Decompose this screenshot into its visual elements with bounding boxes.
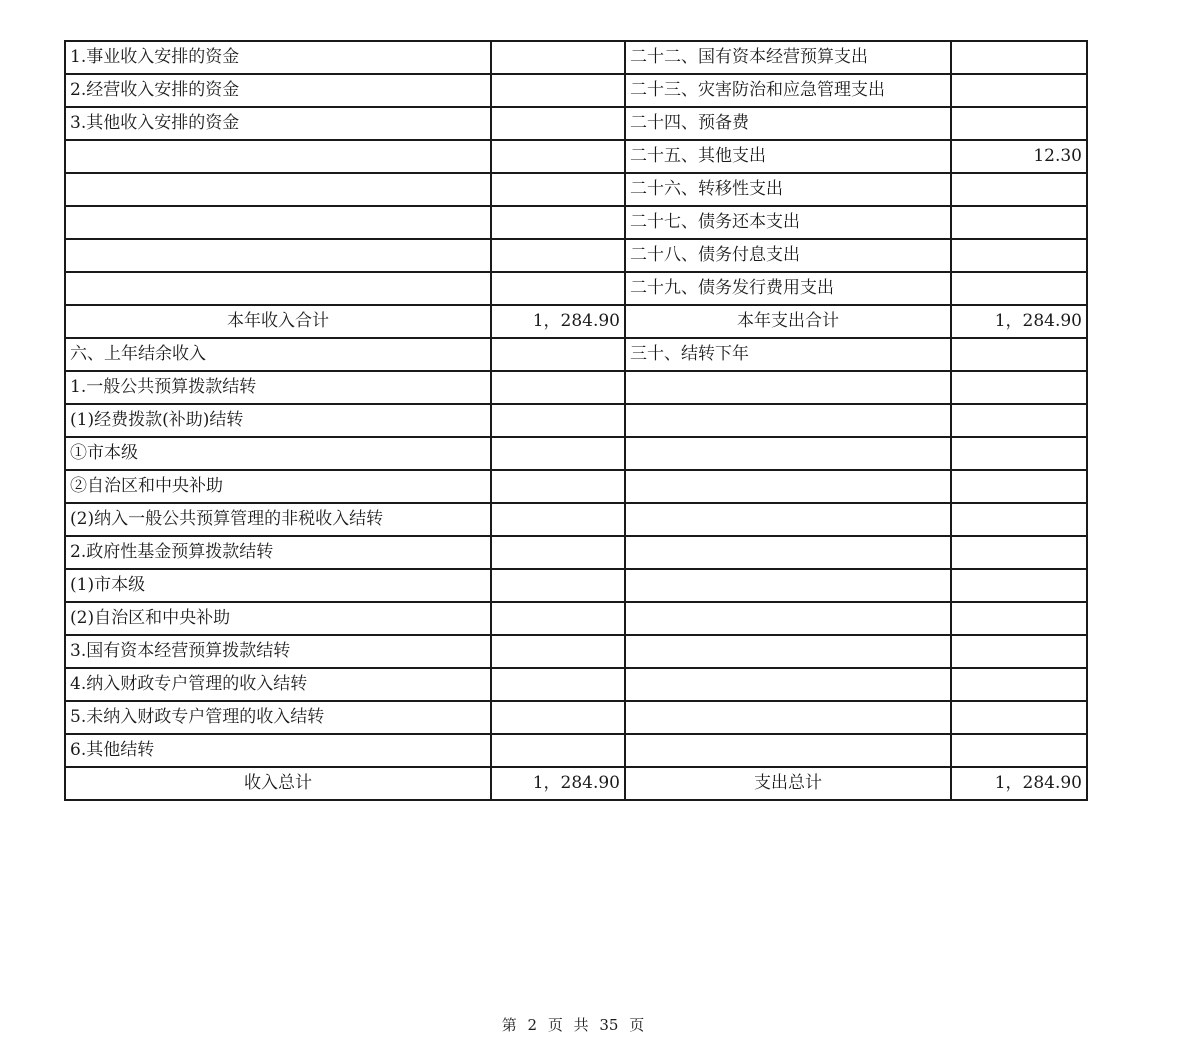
income-amount [491, 338, 625, 371]
income-item-label [65, 140, 491, 173]
table-row [65, 404, 1087, 437]
expense-total-amount: 1，284.90 [951, 767, 1087, 800]
page-number-footer: 第 2 页 共 35 页 [501, 1016, 645, 1034]
income-item-label: ①市本级 [65, 437, 491, 470]
table-row [65, 734, 1087, 767]
expense-item-label [625, 371, 951, 404]
income-item-label: 1.一般公共预算拨款结转 [65, 371, 491, 404]
expense-item-label: 二十六、转移性支出 [625, 173, 951, 206]
expense-amount [951, 503, 1087, 536]
income-item-label [65, 239, 491, 272]
income-item-label [65, 206, 491, 239]
table-row [65, 74, 1087, 107]
income-amount [491, 173, 625, 206]
expense-item-label: 二十五、其他支出 [625, 140, 951, 173]
table-row [65, 767, 1087, 800]
expense-amount [951, 734, 1087, 767]
expense-item-label: 二十七、债务还本支出 [625, 206, 951, 239]
expense-item-label [625, 668, 951, 701]
income-amount [491, 734, 625, 767]
expense-item-label [625, 602, 951, 635]
table-row [65, 206, 1087, 239]
income-amount [491, 569, 625, 602]
expense-amount [951, 668, 1087, 701]
expense-item-label [625, 404, 951, 437]
expense-amount [951, 206, 1087, 239]
table-row [65, 437, 1087, 470]
expense-item-label: 二十四、预备费 [625, 107, 951, 140]
table-row [65, 338, 1087, 371]
income-subtotal-label: 本年收入合计 [65, 305, 491, 338]
expense-item-label: 二十九、债务发行费用支出 [625, 272, 951, 305]
income-amount [491, 404, 625, 437]
income-item-label: 6.其他结转 [65, 734, 491, 767]
table-row [65, 701, 1087, 734]
expense-item-label [625, 701, 951, 734]
expense-item-label: 二十三、灾害防治和应急管理支出 [625, 74, 951, 107]
table-row [65, 272, 1087, 305]
expense-amount [951, 569, 1087, 602]
expense-amount [951, 338, 1087, 371]
table-row [65, 107, 1087, 140]
income-amount [491, 107, 625, 140]
income-amount [491, 74, 625, 107]
expense-total-label: 支出总计 [625, 767, 951, 800]
budget-table [64, 40, 1088, 801]
expense-amount [951, 701, 1087, 734]
expense-item-label [625, 503, 951, 536]
income-amount [491, 536, 625, 569]
table-row [65, 602, 1087, 635]
income-item-label: 2.政府性基金预算拨款结转 [65, 536, 491, 569]
income-item-label: 5.未纳入财政专户管理的收入结转 [65, 701, 491, 734]
income-amount [491, 239, 625, 272]
expense-item-label [625, 734, 951, 767]
income-item-label: 3.国有资本经营预算拨款结转 [65, 635, 491, 668]
expense-amount [951, 437, 1087, 470]
expense-item-label [625, 437, 951, 470]
income-amount [491, 668, 625, 701]
expense-amount [951, 107, 1087, 140]
income-item-label: ②自治区和中央补助 [65, 470, 491, 503]
expense-item-label [625, 470, 951, 503]
table-row [65, 536, 1087, 569]
income-amount [491, 371, 625, 404]
expense-amount [951, 536, 1087, 569]
income-item-label: 1.事业收入安排的资金 [65, 41, 491, 74]
expense-amount: 12.30 [951, 140, 1087, 173]
income-item-label [65, 272, 491, 305]
table-row [65, 668, 1087, 701]
expense-item-label: 二十八、债务付息支出 [625, 239, 951, 272]
table-row [65, 140, 1087, 173]
expense-amount [951, 41, 1087, 74]
expense-item-label [625, 635, 951, 668]
expense-item-label [625, 569, 951, 602]
table-row [65, 569, 1087, 602]
expense-amount [951, 371, 1087, 404]
income-amount [491, 701, 625, 734]
income-item-label: 2.经营收入安排的资金 [65, 74, 491, 107]
income-amount [491, 140, 625, 173]
income-item-label: (2)自治区和中央补助 [65, 602, 491, 635]
income-total-amount: 1，284.90 [491, 767, 625, 800]
expense-amount [951, 272, 1087, 305]
expense-subtotal-amount: 1，284.90 [951, 305, 1087, 338]
income-amount [491, 272, 625, 305]
income-subtotal-amount: 1，284.90 [491, 305, 625, 338]
income-amount [491, 635, 625, 668]
expense-subtotal-label: 本年支出合计 [625, 305, 951, 338]
table-row [65, 173, 1087, 206]
income-item-label: 六、上年结余收入 [65, 338, 491, 371]
table-row [65, 371, 1087, 404]
expense-amount [951, 173, 1087, 206]
income-amount [491, 602, 625, 635]
income-amount [491, 437, 625, 470]
expense-amount [951, 404, 1087, 437]
income-item-label: (1)市本级 [65, 569, 491, 602]
expense-amount [951, 635, 1087, 668]
table-row [65, 470, 1087, 503]
expense-amount [951, 74, 1087, 107]
table-row [65, 41, 1087, 74]
expense-item-label [625, 536, 951, 569]
expense-amount [951, 239, 1087, 272]
table-row [65, 239, 1087, 272]
table-row [65, 635, 1087, 668]
income-amount [491, 470, 625, 503]
income-amount [491, 41, 625, 74]
expense-amount [951, 602, 1087, 635]
income-amount [491, 206, 625, 239]
income-total-label: 收入总计 [65, 767, 491, 800]
expense-item-label: 二十二、国有资本经营预算支出 [625, 41, 951, 74]
income-item-label: (1)经费拨款(补助)结转 [65, 404, 491, 437]
expense-item-label: 三十、结转下年 [625, 338, 951, 371]
income-item-label: 3.其他收入安排的资金 [65, 107, 491, 140]
income-amount [491, 503, 625, 536]
income-item-label [65, 173, 491, 206]
expense-amount [951, 470, 1087, 503]
income-item-label: (2)纳入一般公共预算管理的非税收入结转 [65, 503, 491, 536]
income-item-label: 4.纳入财政专户管理的收入结转 [65, 668, 491, 701]
table-row [65, 305, 1087, 338]
table-row [65, 503, 1087, 536]
